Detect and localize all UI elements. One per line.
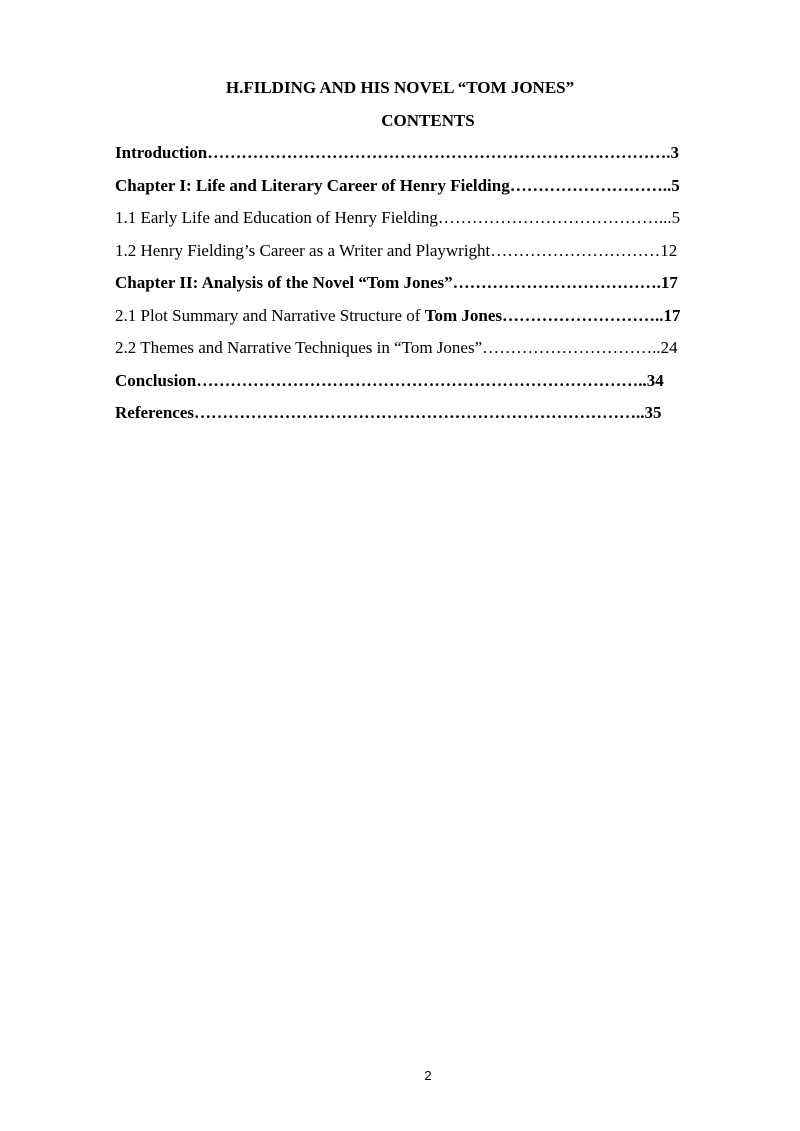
toc-entry-section-1-2: 1.2 Henry Fielding’s Career as a Writer and Playwright…………………………12 <box>115 240 678 260</box>
table-of-contents <box>115 141 755 434</box>
toc-entry-section-2-1 <box>115 304 755 337</box>
toc-entry-section-2-2: 2.2 Themes and Narrative Techniques in “Tom Jones”…………………………..24 <box>115 338 678 357</box>
toc-entry-chapter-2: Chapter II: Analysis of the Novel “Tom Jones”……………………………….17 <box>115 273 678 292</box>
page-number: 2 <box>424 1068 432 1083</box>
document-title: H.FILDING AND HIS NOVEL “TOM JONES” <box>225 78 575 97</box>
contents-heading: CONTENTS <box>381 111 475 130</box>
toc-entry-section-2-1-text: 2.1 Plot Summary and Narrative Structure of <box>115 305 425 325</box>
toc-entry-section-2-1-bold-text: Tom Jones………………………..17 <box>424 305 681 325</box>
toc-entry-introduction: Introduction……………………………………………………………………….3 <box>115 143 680 162</box>
toc-entry-references: References……………………………………………………………………..35 <box>115 403 662 422</box>
toc-entry-section-1-1: 1.1 Early Life and Education of Henry Fielding…………………………………...5 <box>115 208 681 227</box>
toc-entry-chapter-1: Chapter I: Life and Literary Career of Henry Fielding………………………..5 <box>115 175 680 195</box>
toc-entry-conclusion: Conclusion……………………………………………………………………..34 <box>115 370 664 390</box>
